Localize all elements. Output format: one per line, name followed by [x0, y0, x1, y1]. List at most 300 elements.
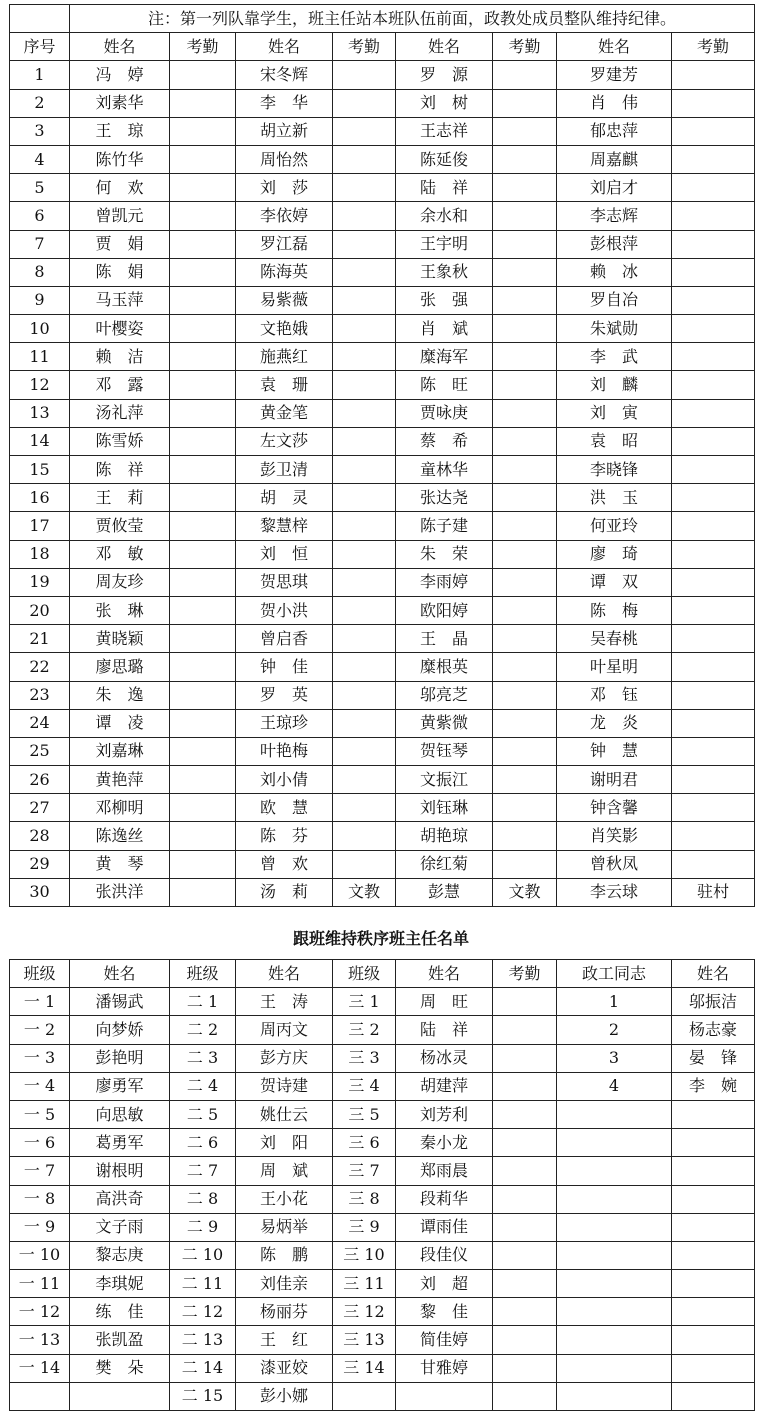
attendance-cell: 8 — [10, 258, 70, 286]
teacher-cell: 三 3 — [333, 1044, 396, 1072]
attendance-cell: 陆 祥 — [396, 174, 493, 202]
attendance-cell: 王 琼 — [70, 117, 170, 145]
teacher-cell: 漆亚姣 — [236, 1354, 333, 1382]
attendance-cell: 陈海英 — [236, 258, 333, 286]
attendance-cell — [170, 596, 236, 624]
attendance-column-header: 姓名 — [236, 33, 333, 61]
attendance-cell: 驻村 — [672, 878, 755, 906]
attendance-column-header: 考勤 — [333, 33, 396, 61]
attendance-cell: 3 — [10, 117, 70, 145]
teacher-cell — [672, 1129, 755, 1157]
attendance-column-header: 考勤 — [672, 33, 755, 61]
teacher-cell: 二 4 — [170, 1072, 236, 1100]
attendance-cell: 19 — [10, 568, 70, 596]
attendance-cell — [493, 371, 557, 399]
attendance-cell: 刘钰琳 — [396, 794, 493, 822]
attendance-cell — [333, 540, 396, 568]
attendance-cell — [672, 568, 755, 596]
teacher-cell: 一 6 — [10, 1129, 70, 1157]
attendance-cell — [170, 653, 236, 681]
teacher-cell: 一 10 — [10, 1241, 70, 1269]
attendance-cell — [170, 117, 236, 145]
teacher-cell: 王小花 — [236, 1185, 333, 1213]
teacher-cell: 二 11 — [170, 1270, 236, 1298]
teacher-cell — [672, 1157, 755, 1185]
attendance-cell — [170, 484, 236, 512]
attendance-cell: 肖 伟 — [557, 89, 672, 117]
teacher-cell: 陈 鹏 — [236, 1241, 333, 1269]
attendance-cell: 糜根英 — [396, 653, 493, 681]
attendance-cell: 陈竹华 — [70, 145, 170, 173]
attendance-cell: 黄艳萍 — [70, 766, 170, 794]
attendance-cell — [170, 456, 236, 484]
teacher-cell: 一 11 — [10, 1270, 70, 1298]
attendance-cell — [493, 174, 557, 202]
attendance-row — [10, 399, 755, 427]
attendance-cell: 陈雪娇 — [70, 427, 170, 455]
attendance-cell — [493, 315, 557, 343]
teacher-cell: 文子雨 — [70, 1213, 170, 1241]
attendance-cell — [170, 89, 236, 117]
attendance-cell — [493, 540, 557, 568]
teacher-cell: 二 3 — [170, 1044, 236, 1072]
attendance-cell: 易紫薇 — [236, 286, 333, 314]
attendance-cell — [493, 230, 557, 258]
attendance-cell: 刘 恒 — [236, 540, 333, 568]
teacher-cell — [493, 1072, 557, 1100]
teacher-cell: 一 14 — [10, 1354, 70, 1382]
attendance-cell: 罗自冶 — [557, 286, 672, 314]
teacher-cell: 二 13 — [170, 1326, 236, 1354]
attendance-cell — [333, 822, 396, 850]
teacher-cell: 彭小娜 — [236, 1382, 333, 1410]
teacher-cell — [557, 1326, 672, 1354]
teacher-cell — [493, 1185, 557, 1213]
attendance-cell: 13 — [10, 399, 70, 427]
attendance-cell — [672, 174, 755, 202]
teacher-cell: 刘 阳 — [236, 1129, 333, 1157]
teacher-cell: 二 8 — [170, 1185, 236, 1213]
attendance-cell: 黄 琴 — [70, 850, 170, 878]
attendance-cell — [672, 456, 755, 484]
teacher-cell: 贺诗建 — [236, 1072, 333, 1100]
attendance-cell — [672, 512, 755, 540]
attendance-cell — [333, 174, 396, 202]
teacher-cell — [557, 1185, 672, 1213]
teacher-cell — [672, 1213, 755, 1241]
attendance-cell: 29 — [10, 850, 70, 878]
attendance-cell: 李雨婷 — [396, 568, 493, 596]
attendance-cell — [672, 61, 755, 89]
attendance-cell: 邓 敏 — [70, 540, 170, 568]
attendance-cell — [333, 427, 396, 455]
teacher-cell — [493, 1157, 557, 1185]
attendance-cell — [493, 117, 557, 145]
teacher-cell — [493, 1213, 557, 1241]
teacher-cell: 胡建萍 — [396, 1072, 493, 1100]
attendance-cell — [672, 258, 755, 286]
teacher-cell — [672, 1270, 755, 1298]
teacher-cell — [557, 1298, 672, 1326]
attendance-cell: 6 — [10, 202, 70, 230]
attendance-cell: 罗 英 — [236, 681, 333, 709]
attendance-cell — [493, 258, 557, 286]
teacher-cell: 秦小龙 — [396, 1129, 493, 1157]
attendance-cell: 刘 树 — [396, 89, 493, 117]
teacher-row — [10, 1100, 755, 1128]
attendance-cell — [493, 61, 557, 89]
attendance-cell — [672, 343, 755, 371]
teacher-cell: 姚仕云 — [236, 1100, 333, 1128]
attendance-cell: 朱 荣 — [396, 540, 493, 568]
attendance-cell: 糜海军 — [396, 343, 493, 371]
attendance-cell: 陈 旺 — [396, 371, 493, 399]
attendance-row — [10, 174, 755, 202]
attendance-cell: 胡立新 — [236, 117, 333, 145]
teacher-cell — [672, 1382, 755, 1410]
teacher-cell: 杨冰灵 — [396, 1044, 493, 1072]
teacher-cell — [493, 1382, 557, 1410]
teacher-cell: 三 8 — [333, 1185, 396, 1213]
attendance-cell — [333, 343, 396, 371]
attendance-cell: 胡 灵 — [236, 484, 333, 512]
attendance-cell: 24 — [10, 709, 70, 737]
attendance-row — [10, 878, 755, 906]
teacher-row — [10, 1185, 755, 1213]
attendance-cell: 刘嘉琳 — [70, 737, 170, 765]
attendance-row — [10, 568, 755, 596]
teacher-cell — [557, 1213, 672, 1241]
attendance-cell: 14 — [10, 427, 70, 455]
attendance-cell — [672, 653, 755, 681]
attendance-cell — [170, 202, 236, 230]
attendance-cell — [493, 343, 557, 371]
attendance-cell: 25 — [10, 737, 70, 765]
attendance-cell: 朱 逸 — [70, 681, 170, 709]
attendance-cell — [493, 484, 557, 512]
attendance-cell: 左文莎 — [236, 427, 333, 455]
teacher-row — [10, 988, 755, 1016]
attendance-cell: 文教 — [493, 878, 557, 906]
attendance-cell: 彭卫清 — [236, 456, 333, 484]
teacher-cell: 二 15 — [170, 1382, 236, 1410]
attendance-cell — [333, 117, 396, 145]
attendance-cell: 邓 露 — [70, 371, 170, 399]
attendance-cell: 王 晶 — [396, 625, 493, 653]
attendance-cell: 11 — [10, 343, 70, 371]
attendance-cell — [170, 737, 236, 765]
attendance-cell: 刘素华 — [70, 89, 170, 117]
attendance-cell — [333, 625, 396, 653]
teacher-cell — [672, 1100, 755, 1128]
attendance-cell — [672, 850, 755, 878]
teacher-cell — [557, 1354, 672, 1382]
attendance-row — [10, 794, 755, 822]
attendance-cell: 黎慧梓 — [236, 512, 333, 540]
attendance-cell — [170, 371, 236, 399]
attendance-cell — [333, 399, 396, 427]
teacher-cell: 一 5 — [10, 1100, 70, 1128]
attendance-cell: 张 强 — [396, 286, 493, 314]
attendance-cell — [672, 766, 755, 794]
attendance-cell: 王志祥 — [396, 117, 493, 145]
attendance-row — [10, 145, 755, 173]
attendance-cell: 12 — [10, 371, 70, 399]
teacher-cell: 向思敏 — [70, 1100, 170, 1128]
attendance-row — [10, 484, 755, 512]
attendance-row — [10, 456, 755, 484]
attendance-cell: 刘启才 — [557, 174, 672, 202]
attendance-cell: 22 — [10, 653, 70, 681]
attendance-cell: 周嘉麒 — [557, 145, 672, 173]
attendance-cell: 袁 珊 — [236, 371, 333, 399]
attendance-cell — [333, 709, 396, 737]
attendance-cell: 贾咏庚 — [396, 399, 493, 427]
teacher-cell: 郑雨晨 — [396, 1157, 493, 1185]
attendance-row — [10, 230, 755, 258]
attendance-row — [10, 343, 755, 371]
attendance-cell: 30 — [10, 878, 70, 906]
teacher-cell: 一 4 — [10, 1072, 70, 1100]
teacher-cell — [70, 1382, 170, 1410]
attendance-cell — [672, 709, 755, 737]
attendance-cell: 16 — [10, 484, 70, 512]
attendance-cell: 王 莉 — [70, 484, 170, 512]
attendance-table — [9, 4, 755, 907]
attendance-cell: 5 — [10, 174, 70, 202]
teacher-cell: 一 9 — [10, 1213, 70, 1241]
teacher-column-header: 姓名 — [672, 960, 755, 988]
teacher-cell: 王 红 — [236, 1326, 333, 1354]
teacher-cell: 二 12 — [170, 1298, 236, 1326]
attendance-cell — [170, 230, 236, 258]
attendance-cell: 龙 炎 — [557, 709, 672, 737]
attendance-cell: 文教 — [333, 878, 396, 906]
attendance-cell: 王象秋 — [396, 258, 493, 286]
attendance-row — [10, 512, 755, 540]
attendance-cell — [493, 794, 557, 822]
teacher-cell: 黎志庚 — [70, 1241, 170, 1269]
teacher-cell: 彭方庆 — [236, 1044, 333, 1072]
teacher-row — [10, 1382, 755, 1410]
attendance-cell — [672, 681, 755, 709]
attendance-cell — [333, 230, 396, 258]
attendance-cell — [170, 766, 236, 794]
attendance-column-header: 姓名 — [70, 33, 170, 61]
teacher-cell: 葛勇军 — [70, 1129, 170, 1157]
attendance-cell: 李 武 — [557, 343, 672, 371]
attendance-cell — [333, 681, 396, 709]
attendance-row — [10, 625, 755, 653]
attendance-cell — [493, 427, 557, 455]
teacher-cell: 一 2 — [10, 1016, 70, 1044]
teacher-cell: 一 1 — [10, 988, 70, 1016]
attendance-cell: 余水和 — [396, 202, 493, 230]
attendance-cell — [493, 89, 557, 117]
teacher-cell: 三 7 — [333, 1157, 396, 1185]
attendance-cell: 王宇明 — [396, 230, 493, 258]
teacher-cell: 杨丽芬 — [236, 1298, 333, 1326]
teacher-cell: 李 婉 — [672, 1072, 755, 1100]
section-title: 跟班维持秩序班主任名单 — [292, 929, 469, 948]
teacher-cell: 周 旺 — [396, 988, 493, 1016]
attendance-cell: 胡艳琼 — [396, 822, 493, 850]
attendance-cell: 文艳娥 — [236, 315, 333, 343]
teacher-cell — [493, 1129, 557, 1157]
teacher-cell — [557, 1382, 672, 1410]
teacher-cell: 陆 祥 — [396, 1016, 493, 1044]
attendance-row — [10, 117, 755, 145]
attendance-cell: 周怡然 — [236, 145, 333, 173]
attendance-cell — [170, 625, 236, 653]
attendance-cell: 谭 凌 — [70, 709, 170, 737]
attendance-cell: 李晓锋 — [557, 456, 672, 484]
attendance-cell — [333, 484, 396, 512]
attendance-cell: 钟含馨 — [557, 794, 672, 822]
attendance-cell: 李云球 — [557, 878, 672, 906]
teacher-cell — [557, 1129, 672, 1157]
attendance-cell — [170, 709, 236, 737]
attendance-column-header: 姓名 — [557, 33, 672, 61]
attendance-cell: 谭 双 — [557, 568, 672, 596]
attendance-cell — [333, 371, 396, 399]
attendance-row — [10, 766, 755, 794]
teacher-cell — [557, 1270, 672, 1298]
teacher-cell: 三 13 — [333, 1326, 396, 1354]
attendance-cell: 贺钰琴 — [396, 737, 493, 765]
attendance-cell — [672, 286, 755, 314]
teacher-column-header: 班级 — [10, 960, 70, 988]
teacher-row — [10, 1129, 755, 1157]
teacher-cell: 三 10 — [333, 1241, 396, 1269]
teacher-cell: 易炳举 — [236, 1213, 333, 1241]
attendance-cell: 谢明君 — [557, 766, 672, 794]
attendance-cell — [170, 427, 236, 455]
teacher-cell — [493, 1270, 557, 1298]
teacher-cell — [557, 1157, 672, 1185]
attendance-cell: 陈逸丝 — [70, 822, 170, 850]
teacher-cell: 三 9 — [333, 1213, 396, 1241]
attendance-cell: 叶樱姿 — [70, 315, 170, 343]
teacher-cell: 刘 超 — [396, 1270, 493, 1298]
attendance-cell — [493, 709, 557, 737]
attendance-cell — [170, 399, 236, 427]
teacher-cell — [493, 1100, 557, 1128]
attendance-cell — [493, 822, 557, 850]
teacher-cell: 一 13 — [10, 1326, 70, 1354]
attendance-column-header: 姓名 — [396, 33, 493, 61]
teacher-cell: 潘锡武 — [70, 988, 170, 1016]
teacher-cell: 4 — [557, 1072, 672, 1100]
teacher-cell: 三 4 — [333, 1072, 396, 1100]
attendance-cell: 叶艳梅 — [236, 737, 333, 765]
attendance-cell: 张达尧 — [396, 484, 493, 512]
teacher-cell: 简佳婷 — [396, 1326, 493, 1354]
attendance-cell: 2 — [10, 89, 70, 117]
teacher-column-header: 姓名 — [236, 960, 333, 988]
attendance-cell: 17 — [10, 512, 70, 540]
attendance-cell — [170, 822, 236, 850]
teacher-cell: 练 佳 — [70, 1298, 170, 1326]
teacher-header-row — [10, 960, 755, 988]
attendance-cell: 9 — [10, 286, 70, 314]
attendance-cell — [493, 737, 557, 765]
teacher-column-header: 班级 — [333, 960, 396, 988]
attendance-cell: 李志辉 — [557, 202, 672, 230]
teacher-cell: 黎 佳 — [396, 1298, 493, 1326]
attendance-cell: 汤礼萍 — [70, 399, 170, 427]
attendance-cell: 陈 祥 — [70, 456, 170, 484]
attendance-cell — [333, 286, 396, 314]
attendance-cell — [493, 512, 557, 540]
attendance-cell: 王琼珍 — [236, 709, 333, 737]
attendance-cell: 曾 欢 — [236, 850, 333, 878]
attendance-row — [10, 286, 755, 314]
attendance-cell: 张 琳 — [70, 596, 170, 624]
attendance-cell: 徐红菊 — [396, 850, 493, 878]
teacher-cell: 张凯盈 — [70, 1326, 170, 1354]
teacher-cell: 李琪妮 — [70, 1270, 170, 1298]
attendance-cell: 李 华 — [236, 89, 333, 117]
attendance-column-header: 考勤 — [493, 33, 557, 61]
teacher-row — [10, 1072, 755, 1100]
teacher-cell — [557, 1100, 672, 1128]
attendance-cell: 贾 娟 — [70, 230, 170, 258]
attendance-cell — [493, 456, 557, 484]
attendance-cell: 郁忠萍 — [557, 117, 672, 145]
attendance-cell — [672, 371, 755, 399]
attendance-row — [10, 540, 755, 568]
teacher-cell: 刘芳利 — [396, 1100, 493, 1128]
attendance-cell: 叶星明 — [557, 653, 672, 681]
attendance-cell: 钟 慧 — [557, 737, 672, 765]
attendance-cell: 马玉萍 — [70, 286, 170, 314]
attendance-cell — [672, 230, 755, 258]
teacher-cell: 二 6 — [170, 1129, 236, 1157]
attendance-cell — [333, 850, 396, 878]
attendance-cell — [333, 202, 396, 230]
attendance-row — [10, 371, 755, 399]
teacher-cell: 1 — [557, 988, 672, 1016]
teacher-column-header: 姓名 — [70, 960, 170, 988]
attendance-cell: 罗 源 — [396, 61, 493, 89]
attendance-cell — [672, 117, 755, 145]
attendance-cell: 宋冬辉 — [236, 61, 333, 89]
attendance-row — [10, 653, 755, 681]
attendance-cell: 1 — [10, 61, 70, 89]
attendance-cell — [170, 258, 236, 286]
teacher-cell: 三 14 — [333, 1354, 396, 1382]
teacher-cell: 二 5 — [170, 1100, 236, 1128]
attendance-cell — [333, 596, 396, 624]
teacher-cell: 三 2 — [333, 1016, 396, 1044]
attendance-cell — [672, 145, 755, 173]
teacher-cell: 向梦娇 — [70, 1016, 170, 1044]
attendance-cell: 刘 莎 — [236, 174, 333, 202]
attendance-row — [10, 850, 755, 878]
attendance-cell — [170, 343, 236, 371]
attendance-cell: 欧阳婷 — [396, 596, 493, 624]
teacher-cell — [493, 1354, 557, 1382]
attendance-row — [10, 822, 755, 850]
note-blank-cell — [10, 5, 70, 33]
attendance-cell — [493, 625, 557, 653]
attendance-cell: 赖 洁 — [70, 343, 170, 371]
attendance-cell — [493, 202, 557, 230]
teacher-cell: 谭雨佳 — [396, 1213, 493, 1241]
teacher-column-header: 考勤 — [493, 960, 557, 988]
attendance-cell: 施燕红 — [236, 343, 333, 371]
